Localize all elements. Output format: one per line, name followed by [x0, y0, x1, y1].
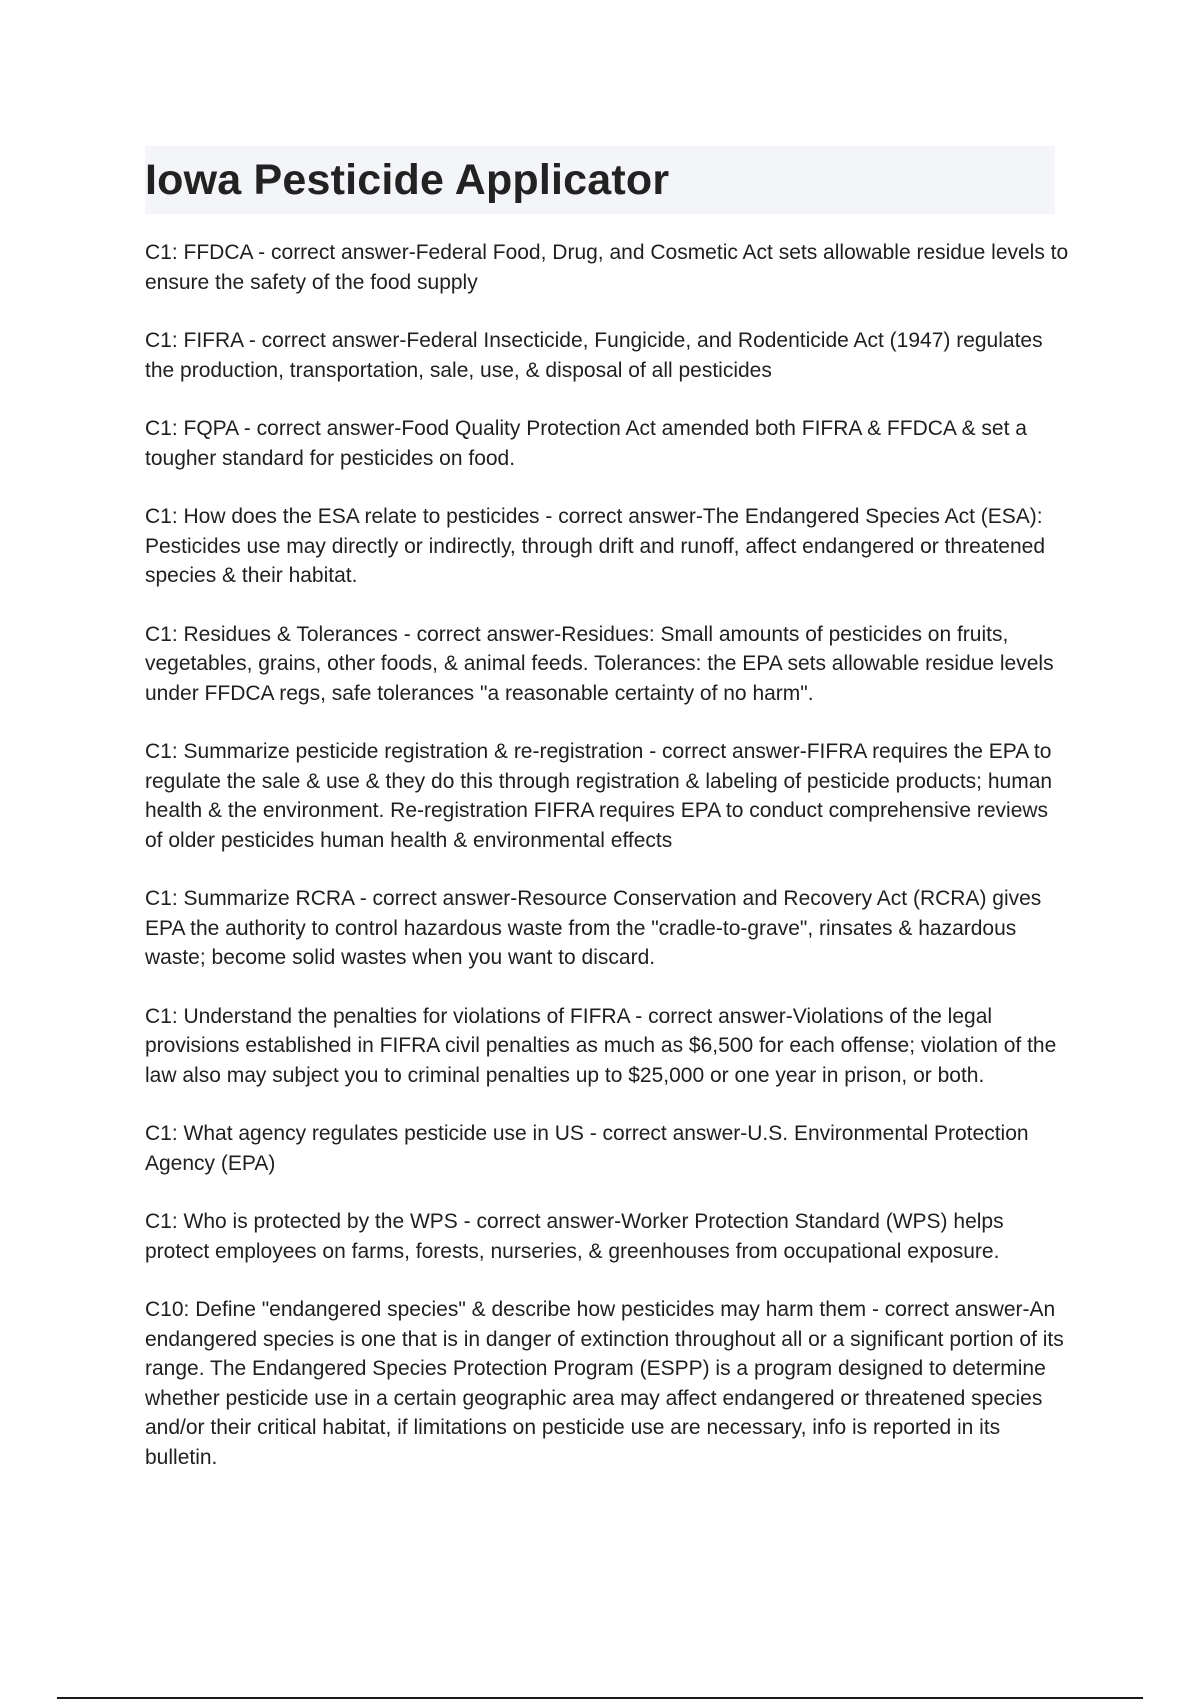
flashcard-entry: C1: FIFRA - correct answer-Federal Insecticide, Fungicide, and Rodenticide Act (1947) regulates the production, transportation, sale, use, & disposal of all pesticides	[145, 329, 1043, 382]
flashcard-entry: C1: Residues & Tolerances - correct answer-Residues: Small amounts of pesticides on fruits, vegetables, grains, other foods, & animal feeds. Tolerances: the EPA sets allowable residue levels under FFDCA regs, safe tolerances "a reasonable certainty of no harm".	[145, 622, 1054, 705]
flashcard-entry: C1: FQPA - correct answer-Food Quality Protection Act amended both FIFRA & FFDCA & set a tougher standard for pesticides on food.	[145, 417, 1027, 470]
flashcard-list	[145, 238, 1070, 1501]
flashcard-entry: C1: Who is protected by the WPS - correct answer-Worker Protection Standard (WPS) helps protect employees on farms, forests, nurseries, & greenhouses from occupational exposure.	[145, 1210, 1004, 1263]
flashcard-entry: C1: Summarize pesticide registration & re-registration - correct answer-FIFRA requires the EPA to regulate the sale & use & they do this through registration & labeling of pesticide products; human health & the environment. Re-registration FIFRA requires EPA to conduct comprehensive reviews of older pesticides human health & environmental effects	[145, 740, 1053, 852]
flashcard-entry: C1: Understand the penalties for violations of FIFRA - correct answer-Violations of the legal provisions established in FIFRA civil penalties as much as $6,500 for each offense; violation of the law also may subject you to criminal penalties up to $25,000 or one year in prison, or both.	[145, 1004, 1057, 1087]
flashcard-entry: C1: How does the ESA relate to pesticides - correct answer-The Endangered Species Act (ESA): Pesticides use may directly or indirectly, through drift and runoff, affect endangered or threatened species & their habitat.	[145, 505, 1046, 587]
flashcard-entry: C1: FFDCA - correct answer-Federal Food, Drug, and Cosmetic Act sets allowable residue levels to ensure the safety of the food supply	[145, 241, 1069, 294]
document-title: Iowa Pesticide Applicator	[145, 156, 670, 204]
flashcard-entry: C10: Define "endangered species" & describe how pesticides may harm them - correct answer-An endangered species is one that is in danger of extinction throughout all or a significant portion of its range. The Endangered Species Protection Program (ESPP) is a program designed to determine whether pesticide use in a certain geographic area may affect endangered or threatened species and/or their critical habitat, if limitations on pesticide use are necessary, info is reported in its bulletin.	[145, 1298, 1064, 1469]
flashcard-entry: C1: Summarize RCRA - correct answer-Resource Conservation and Recovery Act (RCRA) gives EPA the authority to control hazardous waste from the "cradle-to-grave", rinsates & hazardous waste; become solid wastes when you want to discard.	[145, 887, 1042, 969]
footer-divider	[57, 1697, 1143, 1699]
flashcard-entry: C1: What agency regulates pesticide use in US - correct answer-U.S. Environmental Protection Agency (EPA)	[145, 1122, 1029, 1175]
